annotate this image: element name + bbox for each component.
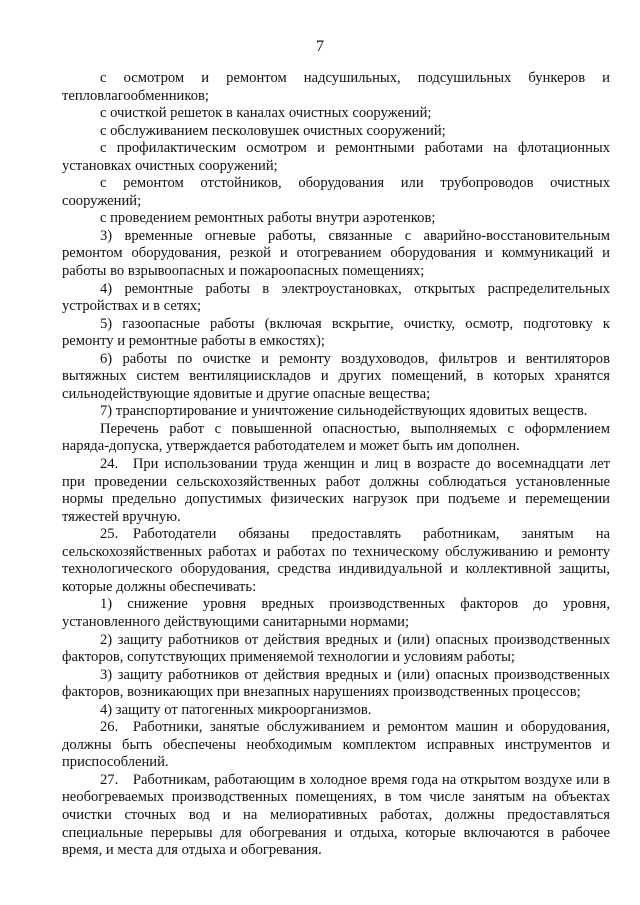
list-item-5-gas-hazard-works: 5) газоопасные работы (включая вскрытие, очистку, осмотр, подготовку к ремонту и ремонтные работы в емкостях); [62, 315, 610, 350]
paragraph-inspection-hoppers: с осмотром и ремонтом надсушильных, подсушильных бункеров и тепловлагообменников; [62, 70, 610, 104]
paragraph-work-permit-list: Перечень работ с повышенной опасностью, выполняемых с оформлением наряда-допуска, утверждается работодателем и может быть им дополнен. [62, 420, 610, 455]
clause-25-item-1: 1) снижение уровня вредных производственных факторов до уровня, установленного действующими санитарными нормами; [62, 596, 610, 630]
paragraph-sand-traps: с обслуживанием песколовушек очистных сооружений; [100, 122, 446, 139]
list-item-6-ventilation-cleaning: 6) работы по очистке и ремонту воздуховодов, фильтров и вентиляторов вытяжных систем вентиляциискладов и других помещений, в которых хранятся сильнодействующие ядовитые и другие опасные вещества; [62, 350, 610, 402]
list-item-3-fire-works: 3) временные огневые работы, связанные с аварийно-восстановительным ремонтом оборудования, резкой и отогреванием оборудования и коммуникаций и работы во взрывоопасных и пожароопасных помещениях; [62, 227, 610, 280]
paragraph-settlers-repair: с ремонтом отстойников, оборудования или трубопроводов очистных сооружений; [62, 175, 610, 209]
clause-25-item-3: 3) защиту работников от действия вредных и (или) опасных производственных факторов, возникающих при внезапных нарушениях производственных процессов; [62, 666, 610, 701]
clause-24: 24. При использовании труда женщин и лиц в возрасте до восемнадцати лет при проведении сельскохозяйственных работ должны соблюдаться установленные нормы предельно допустимых физических нагрузок при подъеме и перемещении тяжестей вручную. [62, 456, 610, 525]
document-body [62, 70, 610, 860]
clause-25-item-4: 4) защиту от патогенных микроорганизмов. [100, 701, 372, 718]
page-number: 7 [316, 38, 324, 55]
list-item-4-electrical-works: 4) ремонтные работы в электроустановках, открытых распределительных устройствах и в сетях; [62, 280, 610, 315]
clause-25: 25. Работодатели обязаны предоставлять работникам, занятым на сельскохозяйственных работах и работах по техническому обслуживанию и ремонту технологического оборудования, средства индивидуальной и коллективной защиты, которые должны обеспечивать: [62, 526, 610, 595]
clause-27: 27. Работникам, работающим в холодное время года на открытом воздухе или в необогреваемых производственных помещениях, в том числе занятым на объектах очистки сточных вод и на мелиоративных работах, должны предоставляться специальные перерывы для обогревания и отдыха, которые включаются в рабочее время, и места для отдыха и обогревания. [62, 771, 610, 859]
clause-26: 26. Работники, занятые обслуживанием и ремонтом машин и оборудования, должны быть обеспечены необходимым комплектом исправных инструментов и приспособлений. [62, 719, 610, 771]
paragraph-grate-cleaning: с очисткой решеток в каналах очистных сооружений; [100, 105, 432, 122]
clause-25-item-2: 2) защиту работников от действия вредных и (или) опасных производственных факторов, сопутствующих применяемой технологии и условиям работы; [62, 631, 610, 666]
list-item-7-toxic-transport: 7) транспортирование и уничтожение сильнодействующих ядовитых веществ. [100, 403, 588, 420]
paragraph-flotation-units: с профилактическим осмотром и ремонтными работами на флотационных установках очистных сооружений; [62, 140, 610, 174]
paragraph-aerotanks: с проведением ремонтных работы внутри аэротенков; [100, 210, 436, 227]
